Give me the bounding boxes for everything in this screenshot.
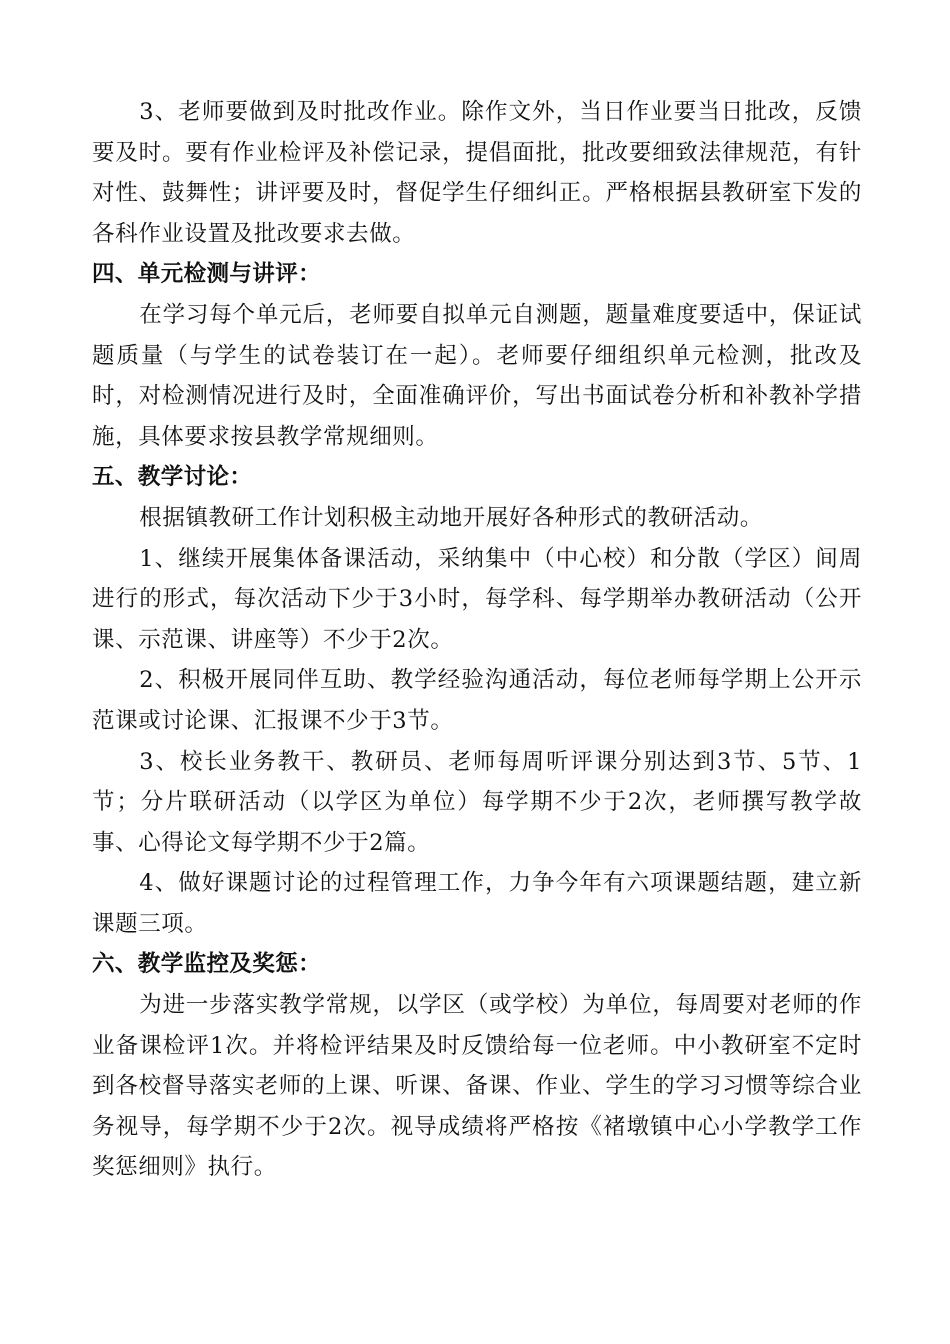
- section4-heading: 四、单元检测与讲评：: [92, 261, 322, 288]
- section3-item3-paragraph: 3、老师要做到及时批改作业。除作文外，当日作业要当日批改，反馈要及时。要有作业检评及补偿记录，提倡面批，批改要细致法律规范，有针对性、鼓舞性；讲评要及时，督促学生仔细纠正。严格根据县教研室下发的各科作业设置及批改要求去做。: [92, 99, 862, 247]
- section4-paragraph: 在学习每个单元后，老师要自拟单元自测题，题量难度要适中，保证试题质量（与学生的试卷装订在一起）。老师要仔细组织单元检测，批改及时，对检测情况进行及时，全面准确评价，写出书面试卷分析和补教补学措施，具体要求按县教学常规细则。: [92, 301, 862, 450]
- section6-heading: 六、教学监控及奖惩：: [92, 951, 322, 978]
- section5-intro-paragraph: 根据镇教研工作计划积极主动地开展好各种形式的教研活动。: [139, 504, 763, 531]
- section5-item1-paragraph: 1、继续开展集体备课活动，采纳集中（中心校）和分散（学区）间周进行的形式，每次活动下少于3小时，每学科、每学期举办教研活动（公开课、示范课、讲座等）不少于2次。: [92, 545, 862, 653]
- section5-heading: 五、教学讨论：: [92, 464, 253, 491]
- section6-paragraph: 为进一步落实教学常规，以学区（或学校）为单位，每周要对老师的作业备课检评1次。并将检评结果及时反馈给每一位老师。中小教研室不定时到各校督导落实老师的上课、听课、备课、作业、学生的学习习惯等综合业务视导，每学期不少于2次。视导成绩将严格按《褚墩镇中心小学教学工作奖惩细则》执行。: [92, 992, 862, 1181]
- section5-item4-paragraph: 4、做好课题讨论的过程管理工作，力争今年有六项课题结题，建立新课题三项。: [92, 870, 862, 937]
- section5-item2-paragraph: 2、积极开展同伴互助、教学经验沟通活动，每位老师每学期上公开示范课或讨论课、汇报课不少于3节。: [92, 667, 862, 734]
- section5-item3-paragraph: 3、校长业务教干、教研员、老师每周听评课分别达到3节、5节、1节；分片联研活动（以学区为单位）每学期不少于2次，老师撰写教学故事、心得论文每学期不少于2篇。: [92, 748, 862, 856]
- document-page: [92, 92, 862, 1188]
